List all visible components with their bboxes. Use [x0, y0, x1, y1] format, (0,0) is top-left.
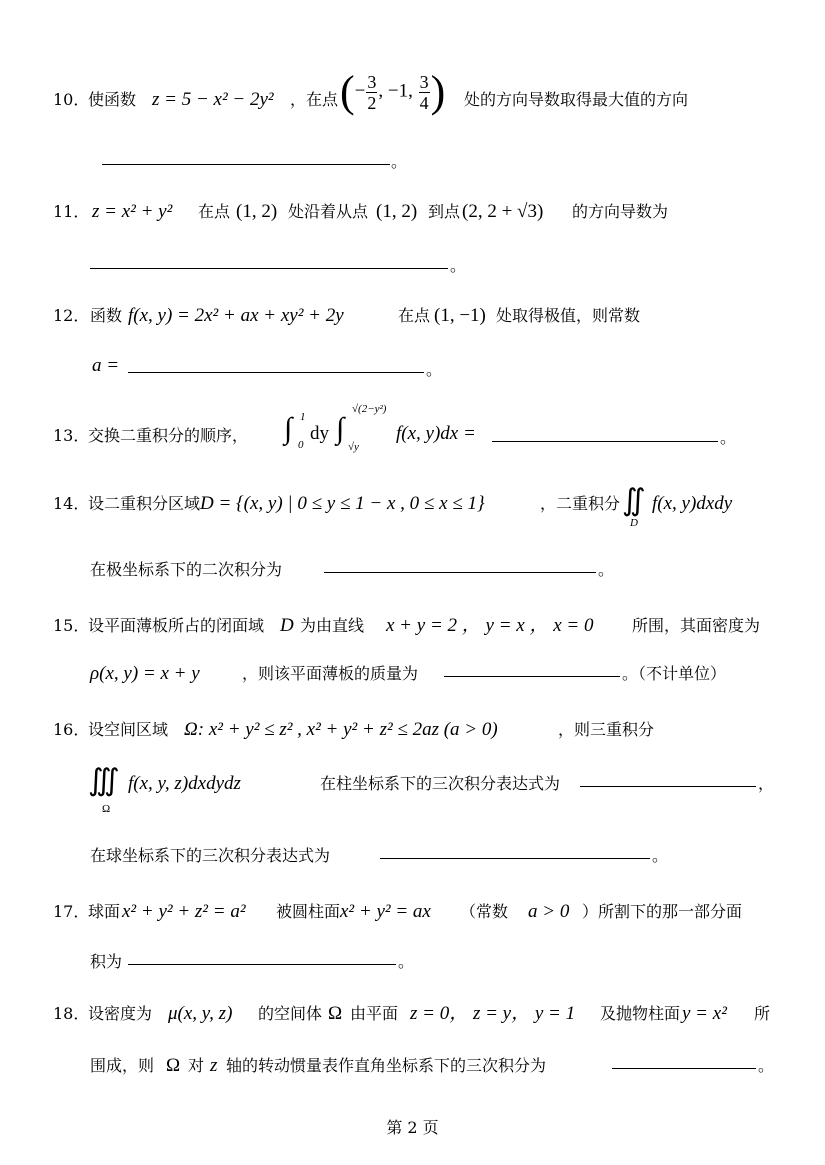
- q12-a-label: a =: [92, 355, 120, 376]
- q18-text-g: 对: [188, 1056, 205, 1075]
- q15-text-a: 设平面薄板所占的闭面域: [88, 616, 265, 635]
- q14-text-c: 在极坐标系下的二次积分为: [90, 560, 283, 579]
- q17-end: 。: [398, 952, 415, 971]
- q18-text-a: 设密度为: [88, 1004, 153, 1023]
- q10-text-c: 处的方向导数取得最大值的方向: [464, 90, 689, 109]
- page-number: 第 2 页: [386, 1118, 439, 1137]
- q11-point-3: (2, 2 + √3): [462, 201, 544, 222]
- q12-blank[interactable]: [128, 370, 424, 373]
- q15-blank[interactable]: [444, 674, 620, 677]
- q13-text-a: 交换二重积分的顺序，: [88, 426, 249, 445]
- q13-number: 13．: [53, 426, 90, 445]
- q16-text-d: 在球坐标系下的三次积分表达式为: [90, 846, 331, 865]
- q17-cylinder: x² + y² = ax: [340, 901, 431, 922]
- q13-blank[interactable]: [492, 439, 718, 442]
- q18-z-axis: z: [210, 1055, 218, 1076]
- q16-triple-integral: ∭: [88, 764, 120, 797]
- q18-text-d: 及抛物柱面: [600, 1004, 681, 1023]
- q17-text-a: 球面: [88, 902, 121, 921]
- q18-number: 18．: [53, 1004, 90, 1023]
- q17-constant: a > 0: [528, 901, 570, 922]
- q11-blank[interactable]: [90, 266, 448, 269]
- q10-text-b: ，在点: [290, 90, 339, 109]
- q10-number: 10．: [53, 90, 90, 109]
- q15-end: 。（不计单位）: [622, 664, 727, 683]
- q11-text-d: 的方向导数为: [572, 202, 669, 221]
- q16-number: 16．: [53, 720, 90, 739]
- q13-limit-1-lower: 0: [298, 439, 304, 451]
- q17-blank[interactable]: [128, 962, 396, 965]
- q11-text-c: 到点: [428, 202, 461, 221]
- page-footer: [0, 1120, 825, 1136]
- q12-text-b: 在点: [398, 306, 431, 325]
- q11-point-2: (1, 2): [376, 201, 418, 222]
- q18-omega-2: Ω: [166, 1055, 181, 1076]
- q12-point: (1, −1): [434, 305, 486, 326]
- q18-text-f: 围成，则: [90, 1056, 155, 1075]
- q13-integral-2: ∫: [336, 412, 345, 445]
- q11-end: 。: [450, 256, 467, 275]
- q14-text-b: ，二重积分: [540, 494, 621, 513]
- q16-text-c: 在柱坐标系下的三次积分表达式为: [320, 774, 561, 793]
- q17-sphere: x² + y² + z² = a²: [122, 901, 246, 922]
- q16-body: f(x, y, z)dxdydz: [128, 773, 241, 794]
- q11-text-b: 处沿着从点: [288, 202, 369, 221]
- q10-end: 。: [391, 152, 408, 171]
- q12-function: f(x, y) = 2x² + ax + xy² + 2y: [128, 305, 344, 326]
- q15-density: ρ(x, y) = x + y: [90, 663, 200, 684]
- q13-limit-2-lower: √y: [348, 441, 359, 453]
- q17-number: 17．: [53, 902, 90, 921]
- q12-text-a: 函数: [90, 306, 123, 325]
- q18-blank[interactable]: [612, 1066, 756, 1069]
- q16-comma: ，: [758, 774, 775, 793]
- q18-planes: z = 0， z = y， y = 1: [410, 1003, 576, 1024]
- q16-end: 。: [652, 846, 669, 865]
- q18-parabolic: y = x²: [682, 1003, 727, 1024]
- q16-integral-region: Ω: [102, 803, 111, 815]
- q18-text-e: 所: [754, 1004, 771, 1023]
- q15-domain: D: [280, 615, 294, 636]
- q11-number: 11．: [53, 202, 90, 221]
- q16-blank-spherical[interactable]: [380, 856, 650, 859]
- q13-body: f(x, y)dx =: [396, 423, 476, 444]
- q18-text-h: 轴的转动惯量表作直角坐标系下的三次积分为: [226, 1056, 547, 1075]
- q12-end: 。: [426, 360, 443, 379]
- q14-domain: D = {(x, y) | 0 ≤ y ≤ 1 − x , 0 ≤ x ≤ 1}: [200, 493, 485, 514]
- q14-double-integral: ∬: [622, 484, 646, 517]
- q17-text-b: 被圆柱面: [276, 902, 341, 921]
- q13-limit-1-upper: 1: [300, 411, 306, 423]
- q11-function: z = x² + y²: [92, 201, 173, 222]
- q18-end: 。: [758, 1056, 775, 1075]
- q10-blank[interactable]: [102, 162, 390, 165]
- q13-dy: dy: [310, 423, 329, 444]
- q18-text-b: 的空间体: [258, 1004, 323, 1023]
- q10-text-a: 使函数: [88, 90, 137, 109]
- q15-text-c: 所围，其面密度为: [632, 616, 761, 635]
- q10-point: (− $\frac{3}{2}$ , −1, $\frac{3}{4}$ ): [340, 67, 446, 116]
- q16-region: Ω: x² + y² ≤ z² , x² + y² + z² ≤ 2az (a > 0): [184, 719, 498, 740]
- q11-point-1: (1, 2): [236, 201, 278, 222]
- q17-text-d: ）所割下的那一部分面: [582, 902, 743, 921]
- q16-text-a: 设空间区域: [88, 720, 169, 739]
- q15-text-b: 为由直线: [300, 616, 365, 635]
- q17-text-e: 积为: [90, 952, 123, 971]
- q13-end: 。: [720, 428, 737, 447]
- q14-integral-domain: D: [630, 517, 638, 529]
- q17-text-c: （常数: [460, 902, 509, 921]
- q12-number: 12．: [53, 306, 90, 325]
- q15-lines: x + y = 2 ， y = x ， x = 0: [386, 615, 594, 636]
- q13-integral-1: ∫: [284, 412, 293, 445]
- q10-function: z = 5 − x² − 2y²: [152, 89, 274, 110]
- q14-text-a: 设二重积分区域: [88, 494, 201, 513]
- q14-blank[interactable]: [324, 570, 596, 573]
- q15-text-d: ，则该平面薄板的质量为: [242, 664, 419, 683]
- q18-density: μ(x, y, z): [168, 1003, 233, 1024]
- q15-number: 15．: [53, 616, 90, 635]
- q13-limit-2-upper: √(2−y²): [352, 403, 387, 415]
- q12-text-c: 处取得极值，则常数: [496, 306, 641, 325]
- q16-blank-cylindrical[interactable]: [580, 784, 756, 787]
- q14-body: f(x, y)dxdy: [652, 493, 733, 514]
- q11-text-a: 在点: [198, 202, 231, 221]
- q18-text-c: 由平面: [350, 1004, 399, 1023]
- q14-end: 。: [598, 560, 615, 579]
- q14-number: 14．: [53, 494, 90, 513]
- q16-text-b: ，则三重积分: [558, 720, 655, 739]
- q18-omega: Ω: [328, 1003, 343, 1024]
